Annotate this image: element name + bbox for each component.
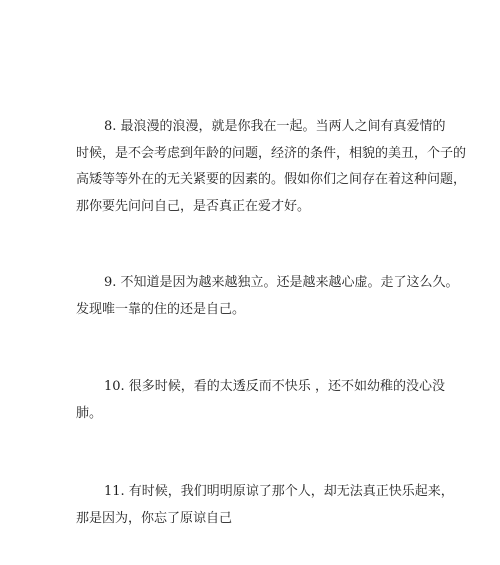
- paragraph-10-line-2: 肺。: [76, 405, 103, 421]
- paragraph-8-line-4: 那你要先问问自己，是否真正在爱才好。: [76, 198, 311, 214]
- paragraph-10: [76, 374, 445, 427]
- paragraph-9-line-2: 发现唯一靠的住的还是自己。: [76, 301, 246, 317]
- paragraph-11-line-2: 那是因为，你忘了原谅自己: [76, 510, 233, 526]
- paragraph-9-line-1: 9. 不知道是因为越来越独立。还是越来越心虚。走了这么久。: [104, 275, 459, 290]
- paragraph-8-line-2: 时候，是不会考虑到年龄的问题，经济的条件，相貌的美丑，个子的: [76, 145, 467, 161]
- paragraph-8-line-3: 高矮等等外在的无关紧要的因素的。假如你们之间存在着这种问题，: [76, 172, 467, 187]
- paragraph-11: [76, 479, 454, 532]
- paragraph-8-line-1: 8. 最浪漫的浪漫，就是你我在一起。当两人之间有真爱情的: [104, 119, 446, 134]
- paragraph-9: [76, 270, 459, 323]
- paragraph-10-line-1: 10. 很多时候，看的太透反而不快乐 ，还不如幼稚的没心没: [104, 379, 445, 394]
- paragraph-8: [76, 114, 467, 220]
- paragraph-11-line-1: 11. 有时候，我们明明原谅了那个人，却无法真正快乐起来，: [104, 484, 454, 499]
